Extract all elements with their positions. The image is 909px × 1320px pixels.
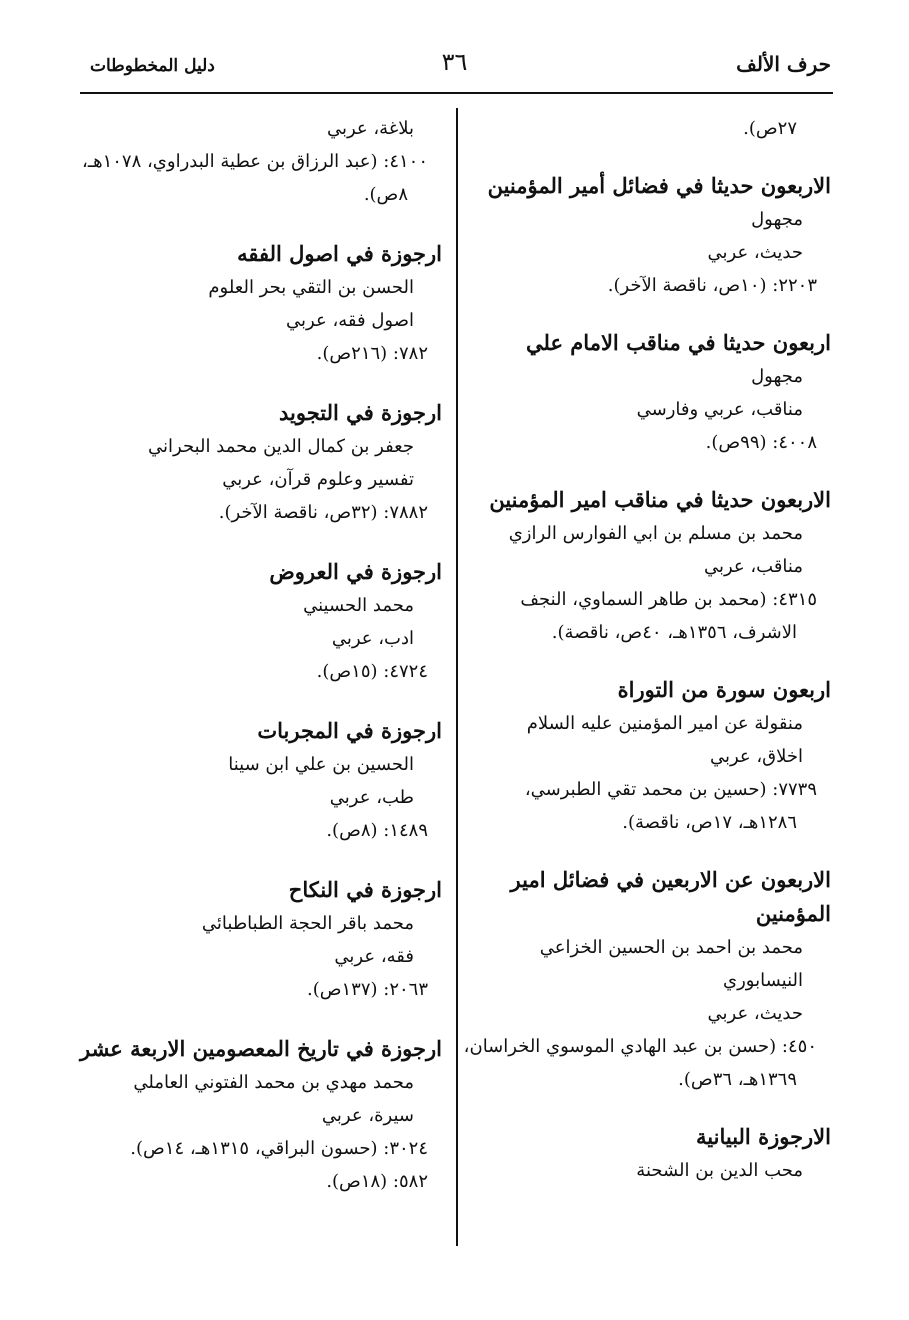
- entry-detail: محمد بن احمد بن الحسين الخزاعي: [539, 937, 803, 958]
- entry-reference: ٤٥٠: (حسن بن عبد الهادي الموسوي الخراسان،: [463, 1036, 817, 1057]
- left-column: [67, 112, 442, 1224]
- entry-detail: ادب، عربي: [331, 628, 414, 649]
- page-number: ٣٦: [441, 48, 468, 76]
- entry-reference: ١٣٦٩هـ، ٣٦ص).: [678, 1069, 797, 1090]
- entry-title: ارجوزة في المجربات: [257, 718, 442, 743]
- manuscript-entry: [471, 326, 831, 459]
- entry-reference: ٢٧ص).: [743, 118, 797, 139]
- entry-detail: محمد بن مسلم بن ابي الفوارس الرازي: [508, 523, 803, 544]
- entry-reference: الاشرف، ١٣٥٦هـ، ٤٠ص، ناقصة).: [551, 622, 797, 643]
- entry-reference: ١٤٨٩: (٨ص).: [326, 820, 428, 841]
- entry-reference: ٨ص).: [363, 184, 408, 205]
- entry-reference: ٥٨٢: (١٨ص).: [326, 1171, 428, 1192]
- book-title: دليل المخطوطات: [90, 56, 215, 76]
- entry-reference: ٣٠٢٤: (حسون البراقي، ١٣١٥هـ، ١٤ص).: [130, 1138, 428, 1159]
- entry-detail: مجهول: [751, 366, 803, 387]
- entry-title: الارجوزة البيانية: [696, 1124, 831, 1149]
- entry-detail: تفسير وعلوم قرآن، عربي: [222, 469, 414, 490]
- entry-reference: ١٢٨٦هـ، ١٧ص، ناقصة).: [622, 812, 797, 833]
- manuscript-entry: [471, 112, 831, 145]
- entry-reference: ٤١٠٠: (عبد الرزاق بن عطية البدراوي، ١٠٧٨هـ،: [82, 151, 428, 172]
- manuscript-entry: [67, 237, 442, 370]
- manuscript-entry: [471, 169, 831, 302]
- manuscript-entry: [67, 396, 442, 529]
- entry-reference: ٧٨٨٢: (٣٢ص، ناقصة الآخر).: [218, 502, 428, 523]
- right-column: [463, 112, 831, 1211]
- entry-detail: مجهول: [751, 209, 803, 230]
- manuscript-entry: [471, 483, 831, 649]
- entry-reference: ٢٠٦٣: (١٣٧ص).: [306, 979, 428, 1000]
- entry-title: ارجوزة في تاريخ المعصومين الاربعة عشر: [79, 1036, 442, 1061]
- entry-title: الاربعون حديثا في مناقب امير المؤمنين: [489, 487, 831, 512]
- entry-detail: بلاغة، عربي: [326, 118, 414, 139]
- manuscript-entry: [67, 112, 442, 211]
- entry-title: ارجوزة في العروض: [269, 559, 442, 584]
- entry-detail: اخلاق، عربي: [709, 746, 803, 767]
- manuscript-entry: [67, 1032, 442, 1198]
- entry-title: اربعون حديثا في مناقب الامام علي: [526, 330, 831, 355]
- entry-detail: جعفر بن كمال الدين محمد البحراني: [148, 436, 414, 457]
- entry-detail: سيرة، عربي: [321, 1105, 414, 1126]
- manuscript-entry: [67, 555, 442, 688]
- manuscript-entry: [471, 1120, 831, 1187]
- entry-detail: محمد الحسيني: [303, 595, 414, 616]
- section-header: حرف الألف: [736, 52, 831, 76]
- entry-detail: محمد باقر الحجة الطباطبائي: [201, 913, 414, 934]
- entry-detail: الحسن بن التقي بحر العلوم: [208, 277, 414, 298]
- entry-reference: ٤٠٠٨: (٩٩ص).: [705, 432, 817, 453]
- entry-detail: اصول فقه، عربي: [286, 310, 414, 331]
- entry-detail: مناقب، عربي: [703, 556, 803, 577]
- entry-title: الاربعون حديثا في فضائل أمير المؤمنين: [487, 173, 831, 198]
- entry-title: ارجوزة في اصول الفقه: [237, 241, 442, 266]
- entry-title: الاربعون عن الاربعين في فضائل امير: [510, 867, 831, 892]
- entry-detail: النيسابوري: [723, 970, 803, 991]
- entry-reference: ٧٧٣٩: (حسين بن محمد تقي الطبرسي،: [524, 779, 817, 800]
- entry-title: المؤمنين: [755, 901, 831, 926]
- entry-detail: حديث، عربي: [707, 1003, 803, 1024]
- entry-detail: حديث، عربي: [707, 242, 803, 263]
- entry-detail: الحسين بن علي ابن سينا: [228, 754, 414, 775]
- column-divider: [456, 108, 458, 1246]
- entry-title: ارجوزة في النكاح: [288, 877, 442, 902]
- entry-title: ارجوزة في التجويد: [279, 400, 442, 425]
- entry-reference: ٤٣١٥: (محمد بن طاهر السماوي، النجف: [520, 589, 817, 610]
- manuscript-entry: [471, 673, 831, 839]
- manuscript-entry: [463, 863, 831, 1096]
- entry-detail: فقه، عربي: [334, 946, 414, 967]
- entry-detail: محمد مهدي بن محمد الفتوني العاملي: [133, 1072, 414, 1093]
- manuscript-entry: [67, 873, 442, 1006]
- entry-title: اربعون سورة من التوراة: [617, 677, 831, 702]
- entry-reference: ٤٧٢٤: (١٥ص).: [316, 661, 428, 682]
- entry-detail: طب، عربي: [329, 787, 414, 808]
- manuscript-entry: [67, 714, 442, 847]
- entry-reference: ٢٢٠٣: (١٠ص، ناقصة الآخر).: [607, 275, 817, 296]
- entry-detail: محب الدين بن الشحنة: [636, 1160, 803, 1181]
- entry-reference: ٧٨٢: (٢١٦ص).: [316, 343, 428, 364]
- header-rule: [80, 92, 833, 94]
- entry-detail: منقولة عن امير المؤمنين عليه السلام: [526, 713, 803, 734]
- entry-detail: مناقب، عربي وفارسي: [636, 399, 803, 420]
